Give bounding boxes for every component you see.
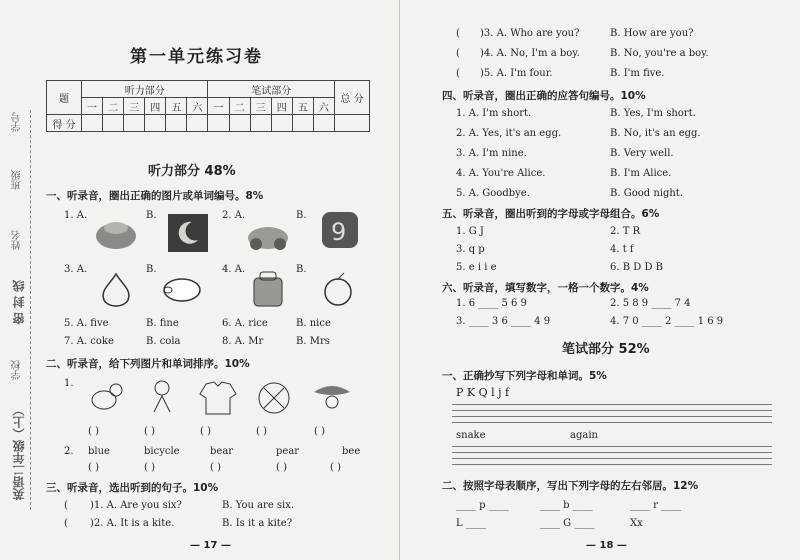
- copy-lines-2[interactable]: [452, 446, 772, 470]
- score-table-listening: 听力部分: [82, 81, 208, 98]
- q5-a: 5. A. five: [64, 318, 109, 329]
- q5-b: B. fine: [146, 318, 179, 329]
- s4-3-b: B. Very well.: [610, 148, 674, 159]
- score-cell[interactable]: [187, 115, 208, 132]
- section-3-title: 三、听录音，选出听到的句子。10%: [46, 482, 219, 494]
- copy-word-again: again: [570, 430, 598, 441]
- q2-a: 2. A.: [222, 210, 246, 221]
- col-num: 一: [208, 98, 229, 115]
- s4-3-a: 3. A. I'm nine.: [456, 148, 527, 159]
- r-q4-b: B. No, you're a boy.: [610, 48, 709, 59]
- q1-b: B.: [146, 210, 157, 221]
- s4-1-a: 1. A. I'm short.: [456, 108, 532, 119]
- school-bag-picture[interactable]: [246, 270, 290, 308]
- moon-picture[interactable]: [166, 214, 210, 252]
- written-header: 笔试部分 52%: [562, 342, 650, 357]
- s5-2: 2. T R: [610, 226, 641, 237]
- score-cell[interactable]: [229, 115, 250, 132]
- score-cell[interactable]: [145, 115, 166, 132]
- copy-letters: P K Q l j f: [456, 386, 510, 399]
- section-1-title: 一、听录音，圈出正确的图片或单词编号。8%: [46, 190, 264, 202]
- page-number: — 17 —: [190, 540, 231, 551]
- s4-5-b: B. Good night.: [610, 188, 683, 199]
- r-q4-a: )4. A. No, I'm a boy.: [480, 48, 580, 59]
- alpha-p[interactable]: ____ p ____: [456, 500, 509, 511]
- paren[interactable]: ( ): [330, 462, 341, 473]
- score-table-score: 得 分: [47, 115, 82, 132]
- alpha-b[interactable]: ____ b ____: [540, 500, 593, 511]
- s5-4: 4. t f: [610, 244, 634, 255]
- paren[interactable]: ( ): [200, 426, 211, 437]
- word-bear: bear: [210, 446, 234, 457]
- s3-q1-a: )1. A. Are you six?: [90, 500, 182, 511]
- phone-picture[interactable]: [318, 210, 362, 248]
- word-pear: pear: [276, 446, 300, 457]
- q6-a: 6. A. rice: [222, 318, 268, 329]
- q8-b: B. Mrs: [296, 336, 330, 347]
- section-5-title: 五、听录音，圈出听到的字母或字母组合。6%: [442, 208, 660, 220]
- paren-open[interactable]: (: [64, 500, 68, 511]
- q3-a: 3. A.: [64, 264, 88, 275]
- col-num: 二: [229, 98, 250, 115]
- s4-2-b: B. No, it's an egg.: [610, 128, 701, 139]
- binding-gutter: [4, 112, 38, 500]
- paren[interactable]: ( ): [314, 426, 325, 437]
- s4-2-a: 2. A. Yes, it's an egg.: [456, 128, 562, 139]
- section-2-title: 二、听录音，给下列图片和单词排序。10%: [46, 358, 250, 370]
- score-cell[interactable]: [166, 115, 187, 132]
- shirt-picture: [196, 378, 240, 416]
- word-blue: blue: [88, 446, 110, 457]
- q4-a: 4. A.: [222, 264, 246, 275]
- seal-line: [30, 110, 31, 510]
- page-number: — 18 —: [586, 540, 627, 551]
- col-num: 五: [292, 98, 313, 115]
- cooking-pot-picture[interactable]: [94, 214, 138, 252]
- paren[interactable]: ( ): [144, 426, 155, 437]
- col-num: 四: [145, 98, 166, 115]
- s6-1[interactable]: 1. 6 ____ 5 6 9: [456, 298, 527, 309]
- score-cell[interactable]: [124, 115, 145, 132]
- pear-picture[interactable]: [94, 270, 138, 308]
- score-table-question: 题: [47, 81, 82, 115]
- paren-open[interactable]: (: [64, 518, 68, 529]
- paren-open[interactable]: (: [456, 48, 460, 59]
- svg-text:9: 9: [331, 218, 347, 246]
- score-cell[interactable]: [271, 115, 292, 132]
- bird-picture: [310, 378, 354, 416]
- s5-6: 6. B D D B: [610, 262, 663, 273]
- col-num: 四: [271, 98, 292, 115]
- paren-open[interactable]: (: [456, 68, 460, 79]
- q6-b: B. nice: [296, 318, 331, 329]
- s4-1-b: B. Yes, I'm short.: [610, 108, 696, 119]
- right-page: [400, 0, 800, 560]
- section-4-title: 四、听录音，圈出正确的应答句编号。10%: [442, 90, 646, 102]
- col-num: 六: [187, 98, 208, 115]
- paren-open[interactable]: (: [456, 28, 460, 39]
- word-bicycle: bicycle: [144, 446, 180, 457]
- q3-b: B.: [146, 264, 157, 275]
- score-cell[interactable]: [250, 115, 271, 132]
- s3-q2-b: B. Is it a kite?: [222, 518, 293, 529]
- q7-b: B. cola: [146, 336, 181, 347]
- s3-q1-b: B. You are six.: [222, 500, 295, 511]
- pig-picture[interactable]: [160, 270, 204, 308]
- s4-5-a: 5. A. Goodbye.: [456, 188, 530, 199]
- s5-3: 3. q p: [456, 244, 485, 255]
- gutter-name: 姓名: [12, 230, 23, 250]
- q4-b: B.: [296, 264, 307, 275]
- paren[interactable]: ( ): [210, 462, 221, 473]
- s3-q2-a: )2. A. It is a kite.: [90, 518, 175, 529]
- gutter-seal: 密 封 线: [12, 280, 26, 325]
- r-q5-a: )5. A. I'm four.: [480, 68, 553, 79]
- s6-3[interactable]: 3. ____ 3 6 ____ 4 9: [456, 316, 551, 327]
- score-cell[interactable]: [313, 115, 334, 132]
- listening-header: 听力部分 48%: [148, 164, 236, 179]
- col-num: 二: [103, 98, 124, 115]
- q2-b: B.: [296, 210, 307, 221]
- r-q3-a: )3. A. Who are you?: [480, 28, 580, 39]
- section-6-title: 六、听录音，填写数字，一格一个数字。4%: [442, 282, 649, 294]
- score-cell[interactable]: [292, 115, 313, 132]
- score-table: [46, 80, 370, 132]
- ball-picture: [252, 378, 296, 416]
- alpha-l[interactable]: L ____: [456, 518, 486, 529]
- horse-carriage-picture[interactable]: [246, 214, 290, 252]
- peach-picture[interactable]: [316, 270, 360, 308]
- page-title: 第一单元练习卷: [130, 47, 263, 67]
- col-num: 三: [250, 98, 271, 115]
- col-num: 一: [82, 98, 103, 115]
- score-cell[interactable]: [103, 115, 124, 132]
- paren[interactable]: ( ): [88, 462, 99, 473]
- s2-item-2: 2.: [64, 446, 74, 457]
- s6-4[interactable]: 4. 7 0 ____ 2 ____ 1 6 9: [610, 316, 724, 327]
- score-cell[interactable]: [208, 115, 229, 132]
- col-num: 六: [313, 98, 334, 115]
- score-cell[interactable]: [82, 115, 103, 132]
- score-cell[interactable]: [335, 115, 370, 132]
- s6-2[interactable]: 2. 5 8 9 ____ 7 4: [610, 298, 691, 309]
- copy-word-snake: snake: [456, 430, 486, 441]
- s2-item-1: 1.: [64, 378, 74, 389]
- col-num: 三: [124, 98, 145, 115]
- score-table-total: 总 分: [335, 81, 370, 115]
- word-bee: bee: [342, 446, 361, 457]
- s5-1: 1. G J: [456, 226, 484, 237]
- girl-picture: [140, 378, 184, 416]
- paren[interactable]: ( ): [256, 426, 267, 437]
- paren[interactable]: ( ): [144, 462, 155, 473]
- copy-lines-1[interactable]: [452, 404, 772, 428]
- r-q5-b: B. I'm five.: [610, 68, 665, 79]
- written-2-title: 二、按照字母表顺序，写出下列字母的左右邻居。12%: [442, 480, 699, 492]
- paren[interactable]: ( ): [88, 426, 99, 437]
- alpha-r[interactable]: ____ r ____: [630, 500, 682, 511]
- written-1-title: 一、正确抄写下列字母和单词。5%: [442, 370, 607, 382]
- col-num: 五: [166, 98, 187, 115]
- gutter-class: 班级: [12, 170, 23, 190]
- alpha-g[interactable]: ____ G ____: [540, 518, 595, 529]
- gutter-school: 学校: [12, 360, 23, 380]
- score-table-written: 笔试部分: [208, 81, 335, 98]
- q1-a: 1. A.: [64, 210, 88, 221]
- gutter-number: 学号: [12, 112, 23, 132]
- r-q3-b: B. How are you?: [610, 28, 694, 39]
- gutter-book: 英语二年级（上）: [12, 404, 26, 500]
- s4-4-b: B. I'm Alice.: [610, 168, 672, 179]
- q7-a: 7. A. coke: [64, 336, 114, 347]
- paren[interactable]: ( ): [276, 462, 287, 473]
- q8-a: 8. A. Mr: [222, 336, 264, 347]
- s4-4-a: 4. A. You're Alice.: [456, 168, 546, 179]
- alpha-xx: Xx: [630, 518, 643, 529]
- s5-5: 5. e i i e: [456, 262, 497, 273]
- dog-picture: [84, 378, 128, 416]
